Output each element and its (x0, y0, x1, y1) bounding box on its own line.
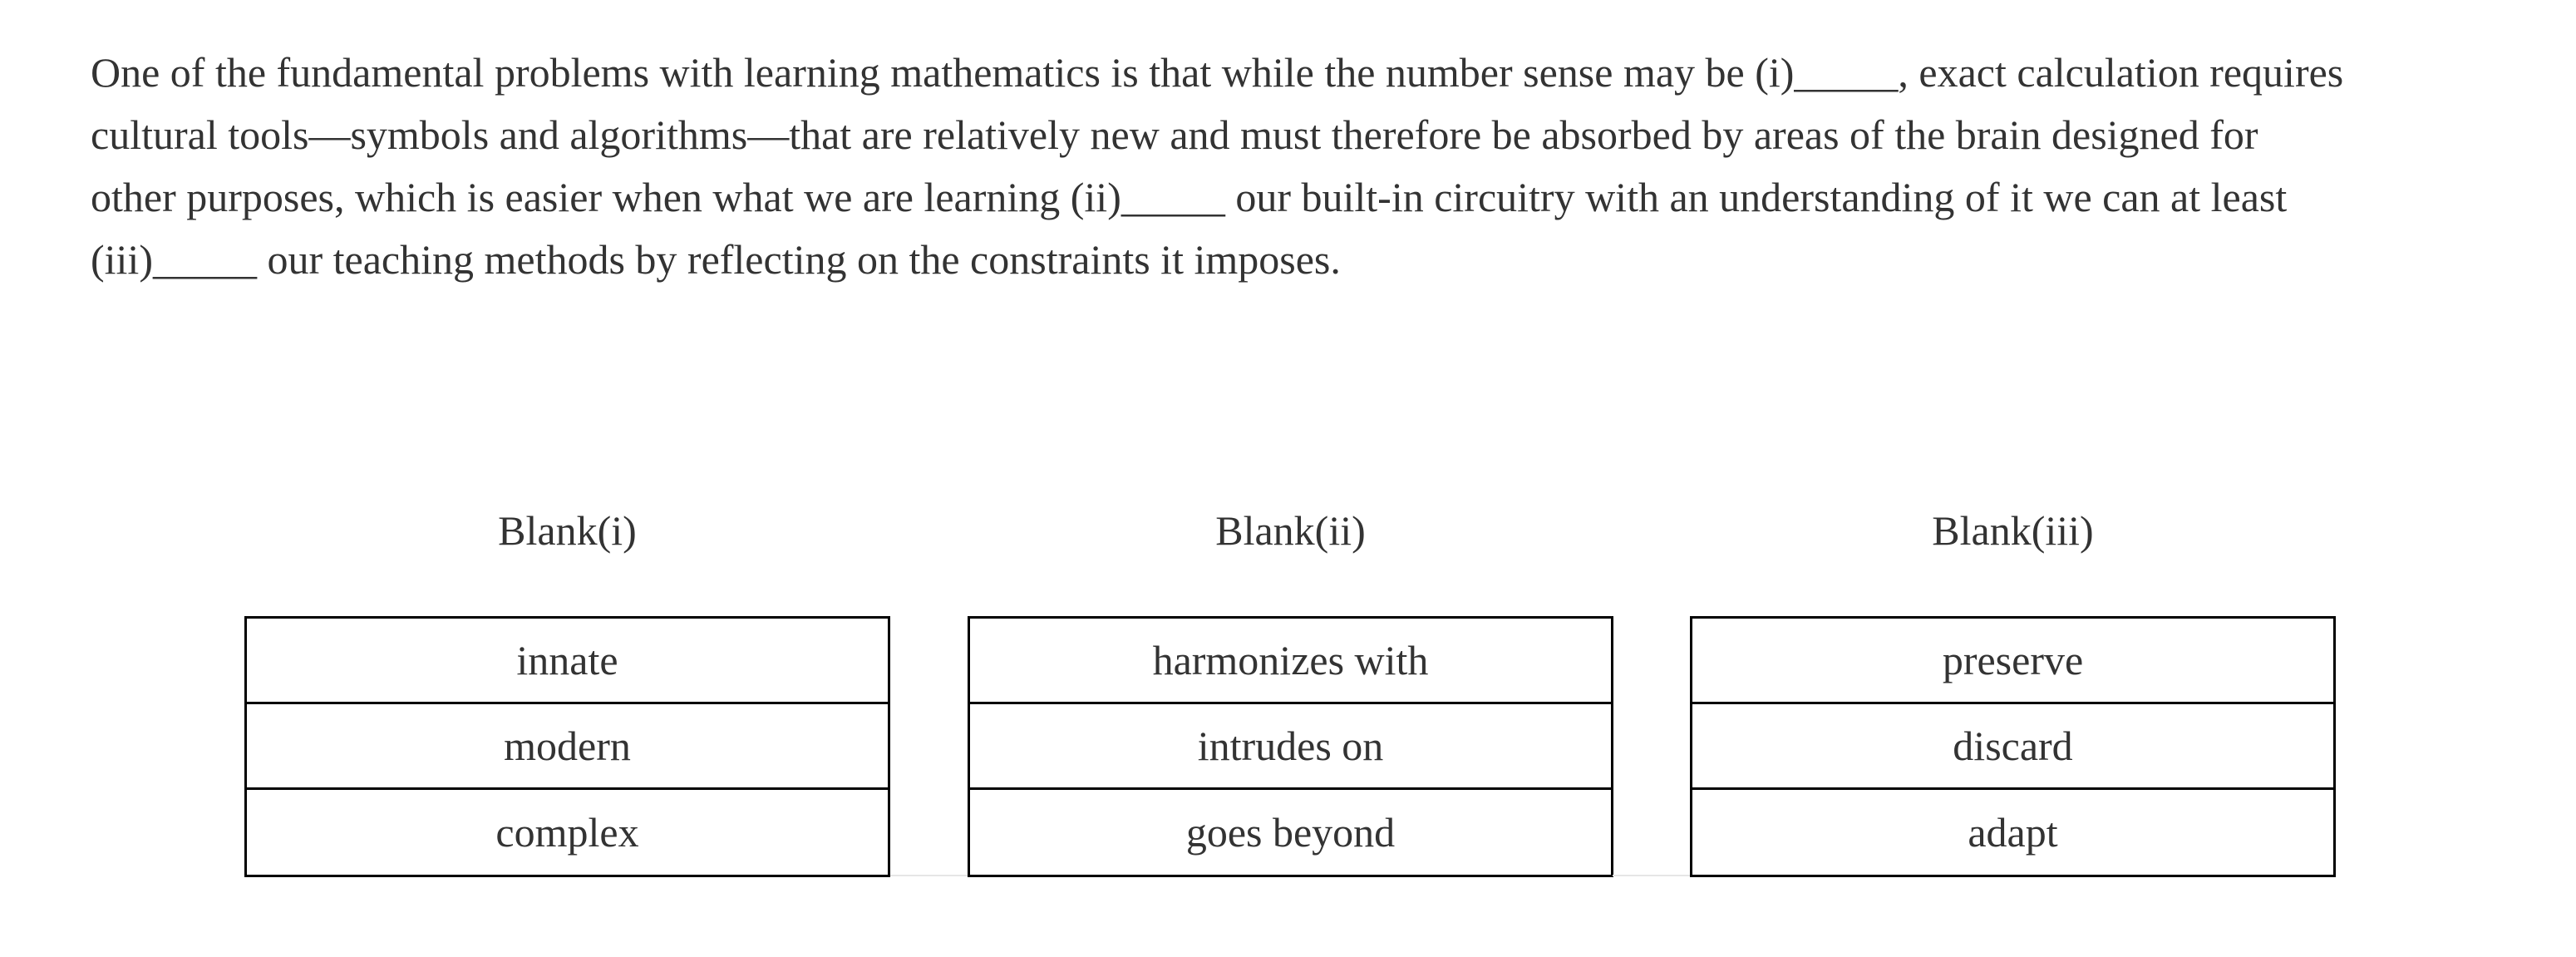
option-goes-beyond[interactable]: goes beyond (1185, 809, 1396, 856)
blank-iii-options (1690, 616, 2336, 877)
blank-i-header: Blank(i) (498, 507, 637, 554)
blank-ii-options (968, 616, 1613, 877)
option-discard[interactable]: discard (1692, 704, 2333, 790)
passage-line: (iii)_____ our teaching methods by reflecting on the constraints it imposes. (91, 236, 1341, 283)
option-preserve[interactable]: preserve (1692, 619, 2333, 704)
option-innate[interactable]: innate (247, 619, 888, 704)
option-complex[interactable]: complex (495, 809, 639, 856)
divider (890, 875, 968, 876)
passage-line: One of the fundamental problems with learning mathematics is that while the number sense may be (i)_____, exact calculation requires (91, 49, 2344, 96)
blank-ii-header: Blank(ii) (1215, 507, 1366, 554)
divider (1613, 875, 1690, 876)
passage-line: other purposes, which is easier when what we are learning (ii)_____ our built-in circuitry with an understanding of it we can at least (91, 174, 2288, 220)
blank-i-options (244, 616, 890, 877)
question-passage (91, 42, 2343, 291)
option-intrudes-on[interactable]: intrudes on (970, 704, 1611, 790)
option-harmonizes-with[interactable]: harmonizes with (970, 619, 1611, 704)
option-modern[interactable]: modern (247, 704, 888, 790)
passage-line: cultural tools—symbols and algorithms—that are relatively new and must therefore be absorbed by areas of the brain designed for (91, 111, 2258, 158)
option-adapt[interactable]: adapt (1968, 809, 2058, 856)
blank-iii-header: Blank(iii) (1932, 507, 2094, 554)
